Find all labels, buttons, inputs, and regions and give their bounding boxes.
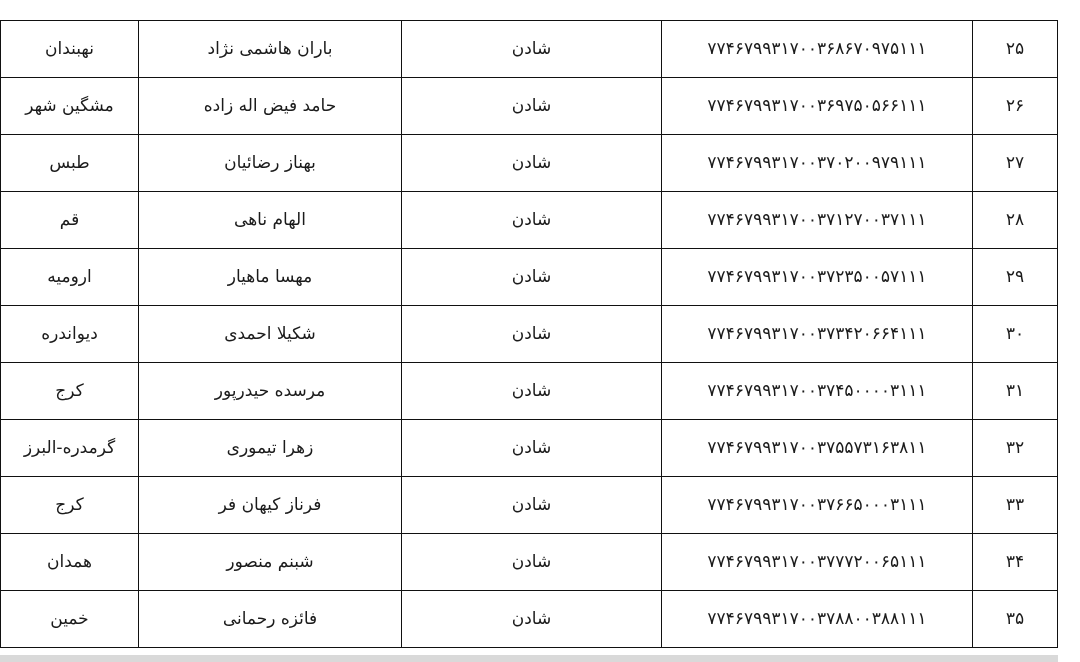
row-number: ۳۱ — [973, 363, 1058, 420]
row-number: ۳۰ — [973, 306, 1058, 363]
participants-table — [0, 20, 1058, 648]
city-cell: کرج — [1, 363, 139, 420]
table-row — [1, 477, 1058, 534]
tracking-code: ۷۷۴۶۷۹۹۳۱۷۰۰۳۷۱۲۷۰۰۳۷۱۱۱ — [662, 192, 973, 249]
person-name: مهسا ماهیار — [139, 249, 402, 306]
tracking-code: ۷۷۴۶۷۹۹۳۱۷۰۰۳۷۰۲۰۰۹۷۹۱۱۱ — [662, 135, 973, 192]
tracking-code: ۷۷۴۶۷۹۹۳۱۷۰۰۳۷۸۸۰۰۳۸۸۱۱۱ — [662, 591, 973, 648]
city-cell: خمین — [1, 591, 139, 648]
row-number: ۲۸ — [973, 192, 1058, 249]
person-name: زهرا تیموری — [139, 420, 402, 477]
status-cell: شادن — [402, 135, 662, 192]
city-cell: نهبندان — [1, 21, 139, 78]
tracking-code: ۷۷۴۶۷۹۹۳۱۷۰۰۳۷۲۳۵۰۰۵۷۱۱۱ — [662, 249, 973, 306]
status-cell: شادن — [402, 78, 662, 135]
person-name: شبنم منصور — [139, 534, 402, 591]
status-cell: شادن — [402, 306, 662, 363]
person-name: شکیلا احمدی — [139, 306, 402, 363]
status-cell: شادن — [402, 591, 662, 648]
city-cell: گرمدره-البرز — [1, 420, 139, 477]
status-cell: شادن — [402, 21, 662, 78]
table-row — [1, 249, 1058, 306]
person-name: فائزه رحمانی — [139, 591, 402, 648]
tracking-code: ۷۷۴۶۷۹۹۳۱۷۰۰۳۷۳۴۲۰۶۶۴۱۱۱ — [662, 306, 973, 363]
status-cell: شادن — [402, 477, 662, 534]
table-row — [1, 534, 1058, 591]
table-row — [1, 192, 1058, 249]
person-name: مرسده حیدرپور — [139, 363, 402, 420]
table-row — [1, 591, 1058, 648]
tracking-code: ۷۷۴۶۷۹۹۳۱۷۰۰۳۶۹۷۵۰۵۶۶۱۱۱ — [662, 78, 973, 135]
row-number: ۲۷ — [973, 135, 1058, 192]
status-cell: شادن — [402, 534, 662, 591]
row-number: ۲۵ — [973, 21, 1058, 78]
person-name: بهناز رضائیان — [139, 135, 402, 192]
city-cell: طبس — [1, 135, 139, 192]
city-cell: مشگین شهر — [1, 78, 139, 135]
person-name: الهام ناهی — [139, 192, 402, 249]
row-number: ۳۲ — [973, 420, 1058, 477]
city-cell: همدان — [1, 534, 139, 591]
tracking-code: ۷۷۴۶۷۹۹۳۱۷۰۰۳۶۸۶۷۰۹۷۵۱۱۱ — [662, 21, 973, 78]
tracking-code: ۷۷۴۶۷۹۹۳۱۷۰۰۳۷۴۵۰۰۰۰۳۱۱۱ — [662, 363, 973, 420]
status-cell: شادن — [402, 363, 662, 420]
status-cell: شادن — [402, 192, 662, 249]
city-cell: قم — [1, 192, 139, 249]
person-name: حامد فیض اله زاده — [139, 78, 402, 135]
status-cell: شادن — [402, 420, 662, 477]
table-row — [1, 135, 1058, 192]
row-number: ۳۳ — [973, 477, 1058, 534]
table-row — [1, 306, 1058, 363]
city-cell: ارومیه — [1, 249, 139, 306]
row-number: ۳۴ — [973, 534, 1058, 591]
next-row-edge — [0, 655, 1058, 662]
table-row — [1, 78, 1058, 135]
table-row — [1, 420, 1058, 477]
person-name: باران هاشمی نژاد — [139, 21, 402, 78]
table-row — [1, 21, 1058, 78]
table-row — [1, 363, 1058, 420]
row-number: ۲۶ — [973, 78, 1058, 135]
person-name: فرناز کیهان فر — [139, 477, 402, 534]
city-cell: دیواندره — [1, 306, 139, 363]
tracking-code: ۷۷۴۶۷۹۹۳۱۷۰۰۳۷۷۷۲۰۰۶۵۱۱۱ — [662, 534, 973, 591]
row-number: ۳۵ — [973, 591, 1058, 648]
tracking-code: ۷۷۴۶۷۹۹۳۱۷۰۰۳۷۵۵۷۳۱۶۳۸۱۱ — [662, 420, 973, 477]
status-cell: شادن — [402, 249, 662, 306]
tracking-code: ۷۷۴۶۷۹۹۳۱۷۰۰۳۷۶۶۵۰۰۰۳۱۱۱ — [662, 477, 973, 534]
city-cell: کرج — [1, 477, 139, 534]
row-number: ۲۹ — [973, 249, 1058, 306]
